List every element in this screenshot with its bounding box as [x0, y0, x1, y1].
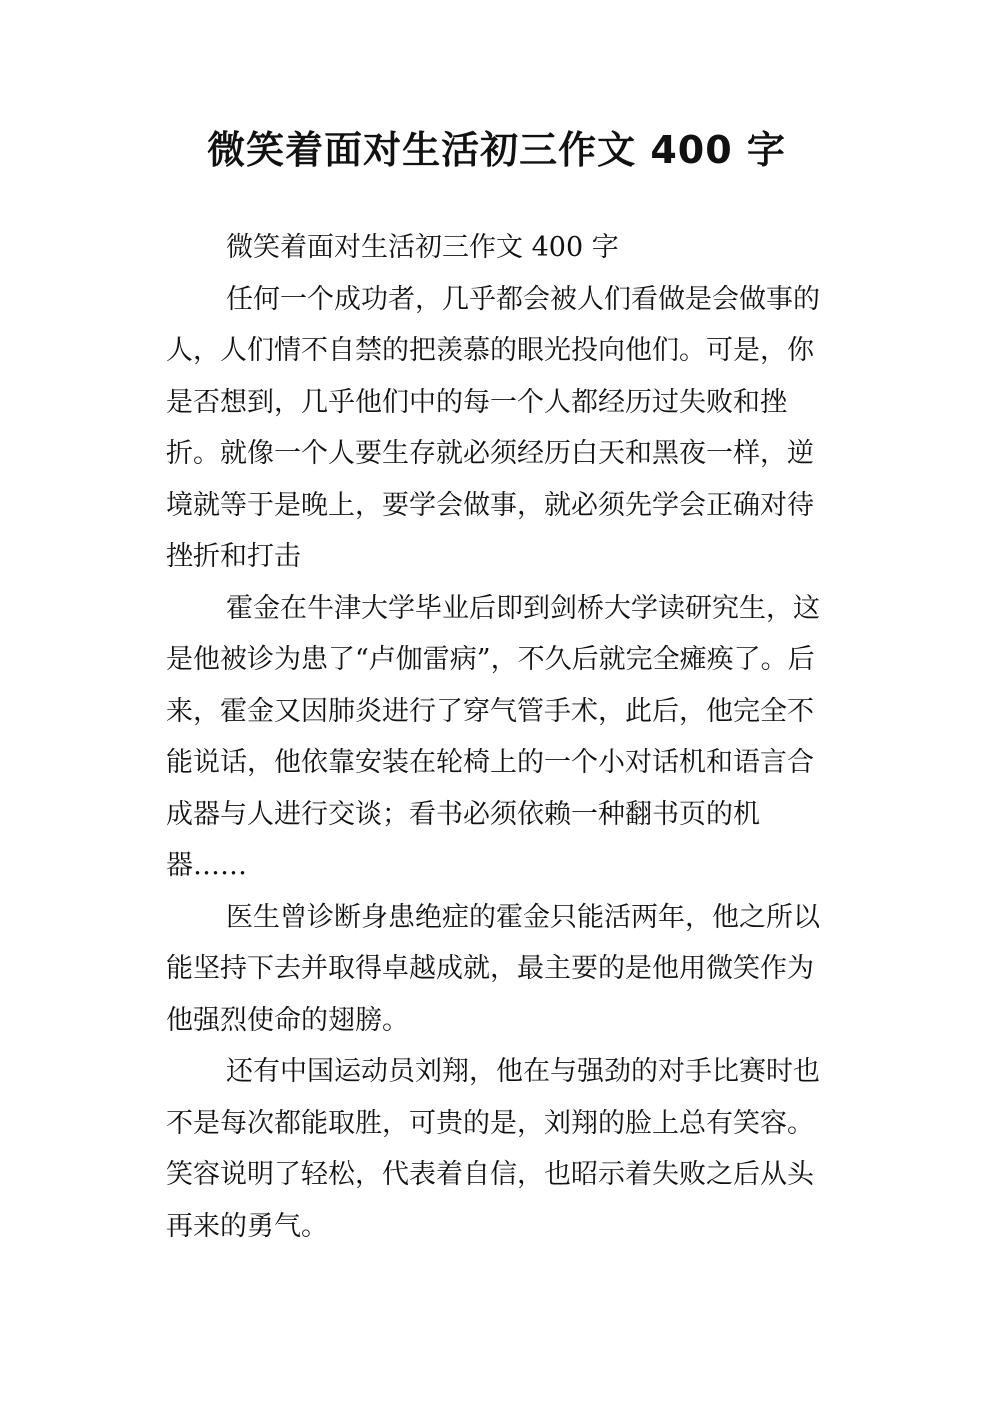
- document-body: [166, 222, 830, 1252]
- paragraph-4: 还有中国运动员刘翔，他在与强劲的对手比赛时也不是每次都能取胜，可贵的是，刘翔的脸上总有笑容。笑容说明了轻松，代表着自信，也昭示着失败之后从头再来的勇气。: [166, 1056, 820, 1242]
- paragraph-2: 霍金在牛津大学毕业后即到剑桥大学读研究生，这是他被诊为患了“卢伽雷病”，不久后就完全瘫痪了。后来，霍金又因肺炎进行了穿气管手术，此后，他完全不能说话，他依靠安装在轮椅上的一个小对话机和语言合成器与人进行交谈；看书必须依赖一种翻书页的机器……: [166, 592, 820, 881]
- paragraph-1: 任何一个成功者，几乎都会被人们看做是会做事的人，人们情不自禁的把羡慕的眼光投向他们。可是，你是否想到，几乎他们中的每一个人都经历过失败和挫折。就像一个人要生存就必须经历白天和黑夜一样，逆境就等于是晚上，要学会做事，就必须先学会正确对待挫折和打击: [166, 283, 820, 572]
- document-title: 微笑着面对生活初三作文 400 字: [207, 128, 786, 172]
- paragraph-3: 医生曾诊断身患绝症的霍金只能活两年，他之所以能坚持下去并取得卓越成就，最主要的是他用微笑作为他强烈使命的翅膀。: [166, 901, 820, 1036]
- essay-subtitle: 微笑着面对生活初三作文 400 字: [226, 232, 619, 263]
